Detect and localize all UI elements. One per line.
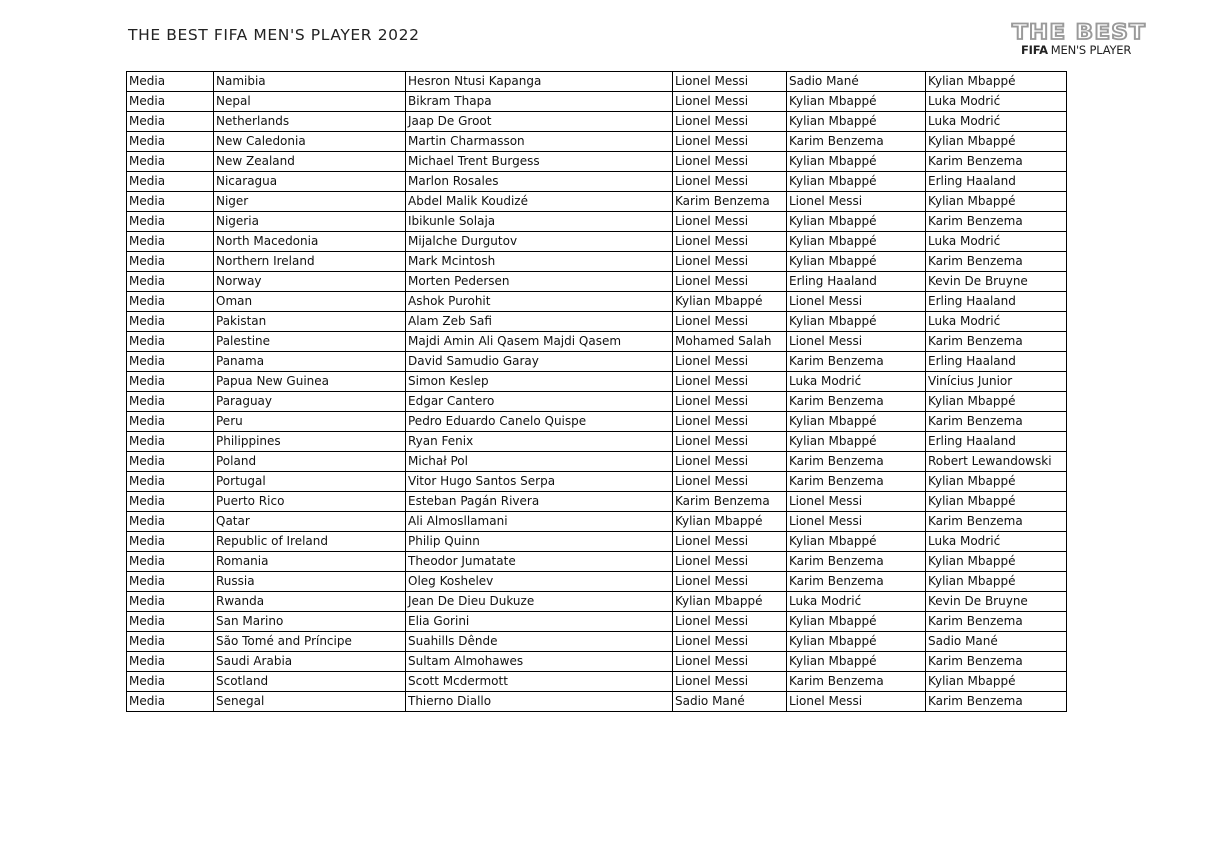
third-choice-cell: Karim Benzema [926,152,1067,172]
table-row [127,152,1067,172]
table-row [127,632,1067,652]
first-choice-cell: Lionel Messi [673,172,787,192]
first-choice-cell: Lionel Messi [673,372,787,392]
voter-cell: Ashok Purohit [406,292,673,312]
first-choice-cell: Kylian Mbappé [673,512,787,532]
country-cell: Oman [214,292,406,312]
category-cell: Media [127,512,214,532]
first-choice-cell: Sadio Mané [673,692,787,712]
country-cell: Norway [214,272,406,292]
second-choice-cell: Erling Haaland [787,272,926,292]
table-row [127,472,1067,492]
third-choice-cell: Karim Benzema [926,692,1067,712]
first-choice-cell: Lionel Messi [673,532,787,552]
third-choice-cell: Karim Benzema [926,612,1067,632]
second-choice-cell: Kylian Mbappé [787,532,926,552]
second-choice-cell: Luka Modrić [787,372,926,392]
country-cell: Portugal [214,472,406,492]
table-row [127,412,1067,432]
voter-cell: Ibikunle Solaja [406,212,673,232]
first-choice-cell: Karim Benzema [673,492,787,512]
country-cell: Senegal [214,692,406,712]
category-cell: Media [127,632,214,652]
country-cell: Namibia [214,72,406,92]
country-cell: North Macedonia [214,232,406,252]
country-cell: Saudi Arabia [214,652,406,672]
country-cell: Panama [214,352,406,372]
second-choice-cell: Lionel Messi [787,692,926,712]
third-choice-cell: Karim Benzema [926,652,1067,672]
third-choice-cell: Kylian Mbappé [926,552,1067,572]
category-cell: Media [127,172,214,192]
voter-cell: Majdi Amin Ali Qasem Majdi Qasem [406,332,673,352]
first-choice-cell: Lionel Messi [673,92,787,112]
table-row [127,292,1067,312]
category-cell: Media [127,372,214,392]
country-cell: Palestine [214,332,406,352]
category-cell: Media [127,152,214,172]
second-choice-cell: Karim Benzema [787,552,926,572]
table-row [127,112,1067,132]
country-cell: New Caledonia [214,132,406,152]
table-row [127,352,1067,372]
category-cell: Media [127,132,214,152]
first-choice-cell: Lionel Messi [673,212,787,232]
voter-cell: Bikram Thapa [406,92,673,112]
second-choice-cell: Karim Benzema [787,392,926,412]
second-choice-cell: Kylian Mbappé [787,212,926,232]
voter-cell: Hesron Ntusi Kapanga [406,72,673,92]
third-choice-cell: Karim Benzema [926,332,1067,352]
votes-table [126,71,1067,712]
category-cell: Media [127,272,214,292]
country-cell: Romania [214,552,406,572]
second-choice-cell: Karim Benzema [787,452,926,472]
logo-brand: FIFA [1021,43,1048,57]
third-choice-cell: Kevin De Bruyne [926,592,1067,612]
country-cell: Nigeria [214,212,406,232]
third-choice-cell: Kylian Mbappé [926,472,1067,492]
country-cell: Russia [214,572,406,592]
first-choice-cell: Karim Benzema [673,192,787,212]
the-best-logo [1010,20,1160,60]
category-cell: Media [127,352,214,372]
third-choice-cell: Luka Modrić [926,112,1067,132]
country-cell: Puerto Rico [214,492,406,512]
third-choice-cell: Kylian Mbappé [926,72,1067,92]
category-cell: Media [127,192,214,212]
first-choice-cell: Lionel Messi [673,152,787,172]
second-choice-cell: Kylian Mbappé [787,612,926,632]
voter-cell: Michał Pol [406,452,673,472]
category-cell: Media [127,392,214,412]
logo-subtitle-text: MEN'S PLAYER [1050,43,1132,57]
the-best-wordmark-icon [1010,20,1150,42]
third-choice-cell: Kylian Mbappé [926,492,1067,512]
voter-cell: Abdel Malik Koudizé [406,192,673,212]
second-choice-cell: Luka Modrić [787,592,926,612]
votes-table-body [127,72,1067,712]
table-row [127,132,1067,152]
second-choice-cell: Kylian Mbappé [787,632,926,652]
second-choice-cell: Sadio Mané [787,72,926,92]
category-cell: Media [127,652,214,672]
voter-cell: Pedro Eduardo Canelo Quispe [406,412,673,432]
voter-cell: Alam Zeb Safi [406,312,673,332]
second-choice-cell: Lionel Messi [787,332,926,352]
country-cell: Peru [214,412,406,432]
table-row [127,212,1067,232]
first-choice-cell: Lionel Messi [673,452,787,472]
first-choice-cell: Lionel Messi [673,412,787,432]
first-choice-cell: Kylian Mbappé [673,292,787,312]
country-cell: Qatar [214,512,406,532]
country-cell: Republic of Ireland [214,532,406,552]
country-cell: San Marino [214,612,406,632]
second-choice-cell: Karim Benzema [787,472,926,492]
table-row [127,332,1067,352]
country-cell: Nepal [214,92,406,112]
first-choice-cell: Kylian Mbappé [673,592,787,612]
table-row [127,512,1067,532]
category-cell: Media [127,592,214,612]
voter-cell: Philip Quinn [406,532,673,552]
country-cell: Philippines [214,432,406,452]
third-choice-cell: Kylian Mbappé [926,672,1067,692]
second-choice-cell: Lionel Messi [787,512,926,532]
voter-cell: Ali Almosllamani [406,512,673,532]
category-cell: Media [127,452,214,472]
table-row [127,92,1067,112]
first-choice-cell: Lionel Messi [673,432,787,452]
voter-cell: Ryan Fenix [406,432,673,452]
first-choice-cell: Lionel Messi [673,552,787,572]
first-choice-cell: Lionel Messi [673,272,787,292]
second-choice-cell: Karim Benzema [787,672,926,692]
voter-cell: Theodor Jumatate [406,552,673,572]
country-cell: Rwanda [214,592,406,612]
country-cell: Northern Ireland [214,252,406,272]
category-cell: Media [127,112,214,132]
first-choice-cell: Lionel Messi [673,392,787,412]
second-choice-cell: Kylian Mbappé [787,152,926,172]
category-cell: Media [127,212,214,232]
first-choice-cell: Lionel Messi [673,652,787,672]
table-row [127,372,1067,392]
voter-cell: Simon Keslep [406,372,673,392]
first-choice-cell: Lionel Messi [673,472,787,492]
country-cell: Papua New Guinea [214,372,406,392]
table-row [127,272,1067,292]
country-cell: São Tomé and Príncipe [214,632,406,652]
second-choice-cell: Karim Benzema [787,352,926,372]
first-choice-cell: Lionel Messi [673,672,787,692]
second-choice-cell: Karim Benzema [787,572,926,592]
table-row [127,432,1067,452]
first-choice-cell: Lionel Messi [673,352,787,372]
voter-cell: Edgar Cantero [406,392,673,412]
second-choice-cell: Kylian Mbappé [787,172,926,192]
second-choice-cell: Kylian Mbappé [787,652,926,672]
voter-cell: Martin Charmasson [406,132,673,152]
first-choice-cell: Mohamed Salah [673,332,787,352]
country-cell: New Zealand [214,152,406,172]
voter-cell: Marlon Rosales [406,172,673,192]
first-choice-cell: Lionel Messi [673,632,787,652]
third-choice-cell: Karim Benzema [926,412,1067,432]
country-cell: Poland [214,452,406,472]
table-row [127,572,1067,592]
second-choice-cell: Kylian Mbappé [787,432,926,452]
third-choice-cell: Kevin De Bruyne [926,272,1067,292]
second-choice-cell: Kylian Mbappé [787,412,926,432]
category-cell: Media [127,532,214,552]
logo-mark-text: THE BEST [1012,20,1146,42]
category-cell: Media [127,412,214,432]
category-cell: Media [127,492,214,512]
category-cell: Media [127,252,214,272]
first-choice-cell: Lionel Messi [673,232,787,252]
second-choice-cell: Kylian Mbappé [787,232,926,252]
voter-cell: David Samudio Garay [406,352,673,372]
table-row [127,532,1067,552]
first-choice-cell: Lionel Messi [673,112,787,132]
third-choice-cell: Luka Modrić [926,92,1067,112]
second-choice-cell: Lionel Messi [787,492,926,512]
second-choice-cell: Lionel Messi [787,192,926,212]
second-choice-cell: Lionel Messi [787,292,926,312]
country-cell: Netherlands [214,112,406,132]
voter-cell: Vitor Hugo Santos Serpa [406,472,673,492]
third-choice-cell: Luka Modrić [926,232,1067,252]
table-row [127,192,1067,212]
category-cell: Media [127,92,214,112]
table-row [127,312,1067,332]
logo-subtitle [1021,43,1131,57]
voter-cell: Elia Gorini [406,612,673,632]
first-choice-cell: Lionel Messi [673,132,787,152]
third-choice-cell: Karim Benzema [926,212,1067,232]
second-choice-cell: Kylian Mbappé [787,92,926,112]
category-cell: Media [127,292,214,312]
voter-cell: Esteban Pagán Rivera [406,492,673,512]
first-choice-cell: Lionel Messi [673,572,787,592]
table-row [127,552,1067,572]
country-cell: Scotland [214,672,406,692]
category-cell: Media [127,432,214,452]
third-choice-cell: Kylian Mbappé [926,192,1067,212]
third-choice-cell: Karim Benzema [926,252,1067,272]
category-cell: Media [127,232,214,252]
table-row [127,232,1067,252]
table-row [127,72,1067,92]
table-row [127,652,1067,672]
voter-cell: Mijalche Durgutov [406,232,673,252]
category-cell: Media [127,612,214,632]
third-choice-cell: Luka Modrić [926,312,1067,332]
second-choice-cell: Kylian Mbappé [787,252,926,272]
first-choice-cell: Lionel Messi [673,312,787,332]
table-row [127,612,1067,632]
third-choice-cell: Erling Haaland [926,432,1067,452]
third-choice-cell: Karim Benzema [926,512,1067,532]
table-row [127,592,1067,612]
category-cell: Media [127,552,214,572]
category-cell: Media [127,692,214,712]
voter-cell: Morten Pedersen [406,272,673,292]
category-cell: Media [127,312,214,332]
category-cell: Media [127,472,214,492]
voter-cell: Scott Mcdermott [406,672,673,692]
voter-cell: Sultam Almohawes [406,652,673,672]
first-choice-cell: Lionel Messi [673,72,787,92]
table-row [127,252,1067,272]
third-choice-cell: Luka Modrić [926,532,1067,552]
category-cell: Media [127,332,214,352]
third-choice-cell: Erling Haaland [926,292,1067,312]
table-row [127,172,1067,192]
table-row [127,452,1067,472]
third-choice-cell: Erling Haaland [926,352,1067,372]
country-cell: Pakistan [214,312,406,332]
category-cell: Media [127,672,214,692]
voter-cell: Oleg Koshelev [406,572,673,592]
country-cell: Paraguay [214,392,406,412]
voter-cell: Thierno Diallo [406,692,673,712]
third-choice-cell: Robert Lewandowski [926,452,1067,472]
country-cell: Nicaragua [214,172,406,192]
table-row [127,672,1067,692]
table-row [127,392,1067,412]
page-title: THE BEST FIFA MEN'S PLAYER 2022 [128,26,420,44]
voter-cell: Suahills Dênde [406,632,673,652]
voter-cell: Michael Trent Burgess [406,152,673,172]
table-row [127,492,1067,512]
category-cell: Media [127,572,214,592]
third-choice-cell: Kylian Mbappé [926,392,1067,412]
second-choice-cell: Karim Benzema [787,132,926,152]
first-choice-cell: Lionel Messi [673,612,787,632]
category-cell: Media [127,72,214,92]
third-choice-cell: Erling Haaland [926,172,1067,192]
third-choice-cell: Sadio Mané [926,632,1067,652]
voter-cell: Mark Mcintosh [406,252,673,272]
first-choice-cell: Lionel Messi [673,252,787,272]
third-choice-cell: Kylian Mbappé [926,132,1067,152]
third-choice-cell: Vinícius Junior [926,372,1067,392]
second-choice-cell: Kylian Mbappé [787,112,926,132]
table-row [127,692,1067,712]
country-cell: Niger [214,192,406,212]
second-choice-cell: Kylian Mbappé [787,312,926,332]
voter-cell: Jaap De Groot [406,112,673,132]
third-choice-cell: Kylian Mbappé [926,572,1067,592]
voter-cell: Jean De Dieu Dukuze [406,592,673,612]
